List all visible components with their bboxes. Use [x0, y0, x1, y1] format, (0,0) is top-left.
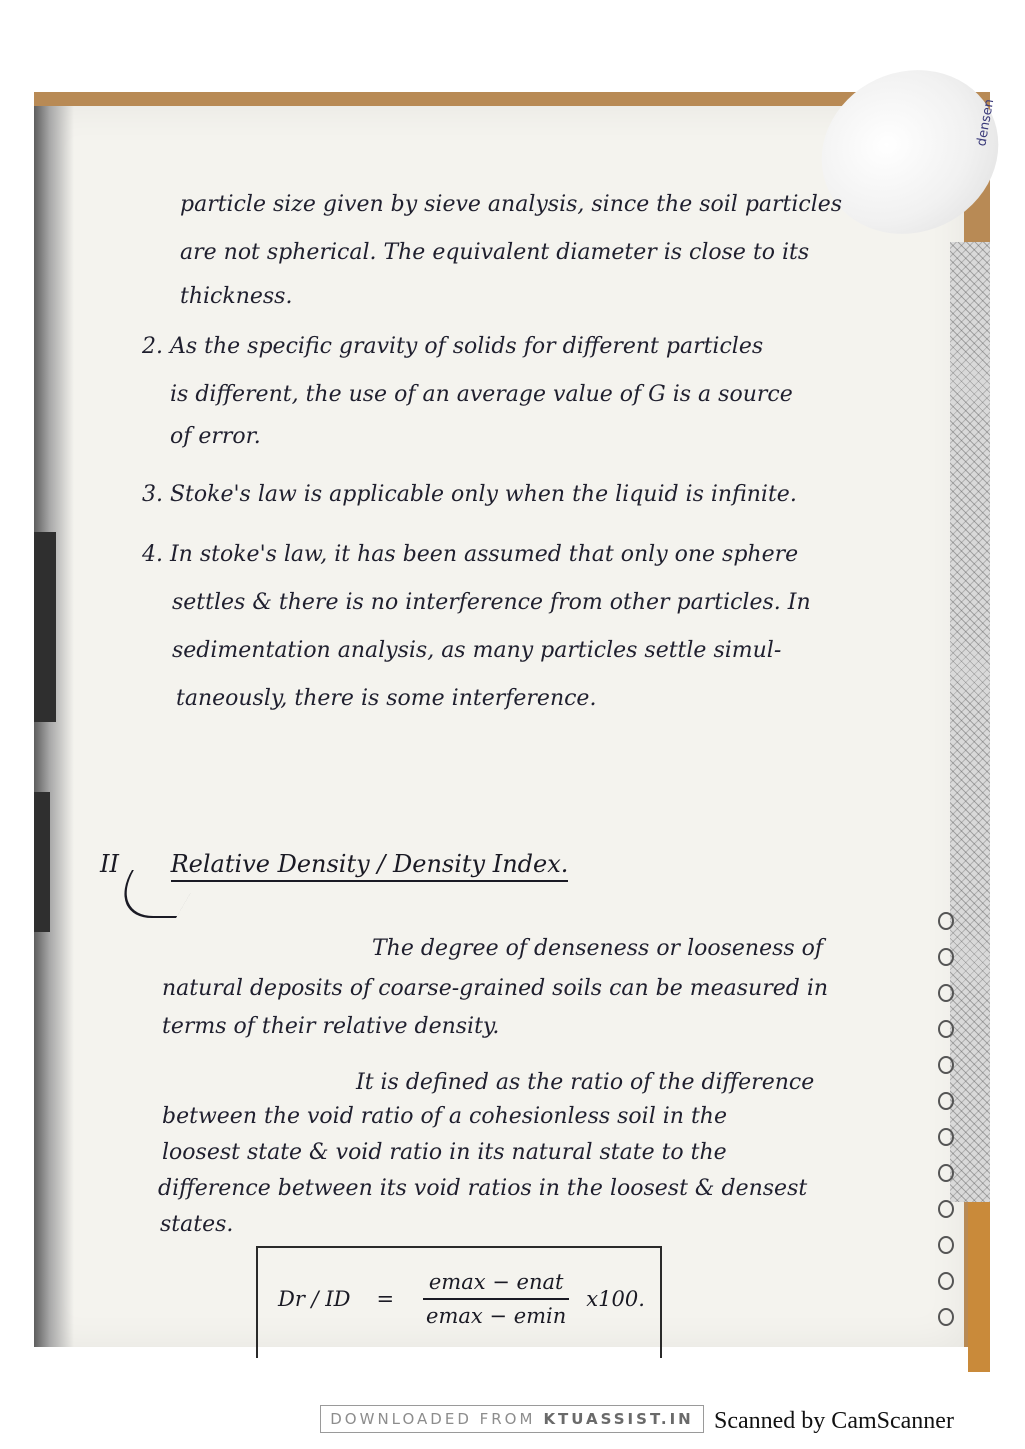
text-line: loosest state & void ratio in its natural state to the [162, 1140, 727, 1165]
text-line: are not spherical. The equivalent diameter is close to its [180, 240, 810, 265]
formula-equals: = [376, 1287, 395, 1311]
ring [938, 948, 954, 966]
ring [938, 1164, 954, 1182]
watermark-prefix: DOWNLOADED FROM [330, 1410, 536, 1428]
list-item-3: 3. Stoke's law is applicable only when the liquid is infinite. [142, 482, 797, 507]
text-line: It is defined as the ratio of the difference [356, 1070, 815, 1095]
watermark-site: KTUASSIST.IN [543, 1410, 694, 1428]
text-line: settles & there is no interference from other particles. In [172, 590, 811, 615]
scanner-credit: Scanned by CamScanner [714, 1408, 954, 1434]
text-line: taneously, there is some interference. [176, 686, 597, 711]
list-item-2: 2. As the specific gravity of solids for different particles [142, 334, 764, 359]
ring [938, 1056, 954, 1074]
formula-numerator: emax − enat [423, 1270, 570, 1300]
list-item-4: 4. In stoke's law, it has been assumed that only one sphere [142, 542, 799, 567]
page-edge-dark-1 [34, 532, 56, 722]
table-surface [968, 1202, 990, 1372]
text-line: sedimentation analysis, as many particles settle simul- [172, 638, 782, 663]
ring [938, 1272, 954, 1290]
ring [938, 1236, 954, 1254]
text-line: natural deposits of coarse-grained soils can be measured in [162, 976, 829, 1001]
spiral-rings [932, 912, 962, 1342]
ring [938, 1200, 954, 1218]
roll-label: densen [973, 98, 997, 148]
section-title: Relative Density / Density Index. [171, 850, 569, 882]
text-line: thickness. [180, 284, 293, 309]
text-line: of error. [170, 424, 261, 449]
text-line: The degree of denseness or looseness of [372, 936, 824, 961]
formula-box [256, 1246, 662, 1358]
text-line: particle size given by sieve analysis, since the soil particles [180, 192, 843, 217]
ring [938, 1020, 954, 1038]
formula-lhs: Dr / ID [278, 1287, 351, 1311]
formula-denominator: emax − emin [426, 1304, 567, 1328]
text-line: is different, the use of an average value of G is a source [170, 382, 793, 407]
text-line: difference between its void ratios in the loosest & densest [158, 1176, 808, 1201]
text-line: terms of their relative density. [162, 1014, 500, 1039]
text-line: states. [160, 1212, 234, 1237]
text-line: between the void ratio of a cohesionless soil in the [162, 1104, 727, 1129]
ring [938, 1308, 954, 1326]
formula-multiplier: x100. [586, 1287, 645, 1311]
ring [938, 912, 954, 930]
page-edge-dark-2 [34, 792, 50, 932]
formula-fraction [420, 1270, 572, 1328]
download-watermark [320, 1405, 704, 1433]
ring [938, 984, 954, 1002]
ring [938, 1128, 954, 1146]
section-number: II [100, 850, 119, 878]
ring [938, 1092, 954, 1110]
page-edge-shadow [34, 106, 74, 1347]
relative-density-formula [278, 1270, 645, 1328]
